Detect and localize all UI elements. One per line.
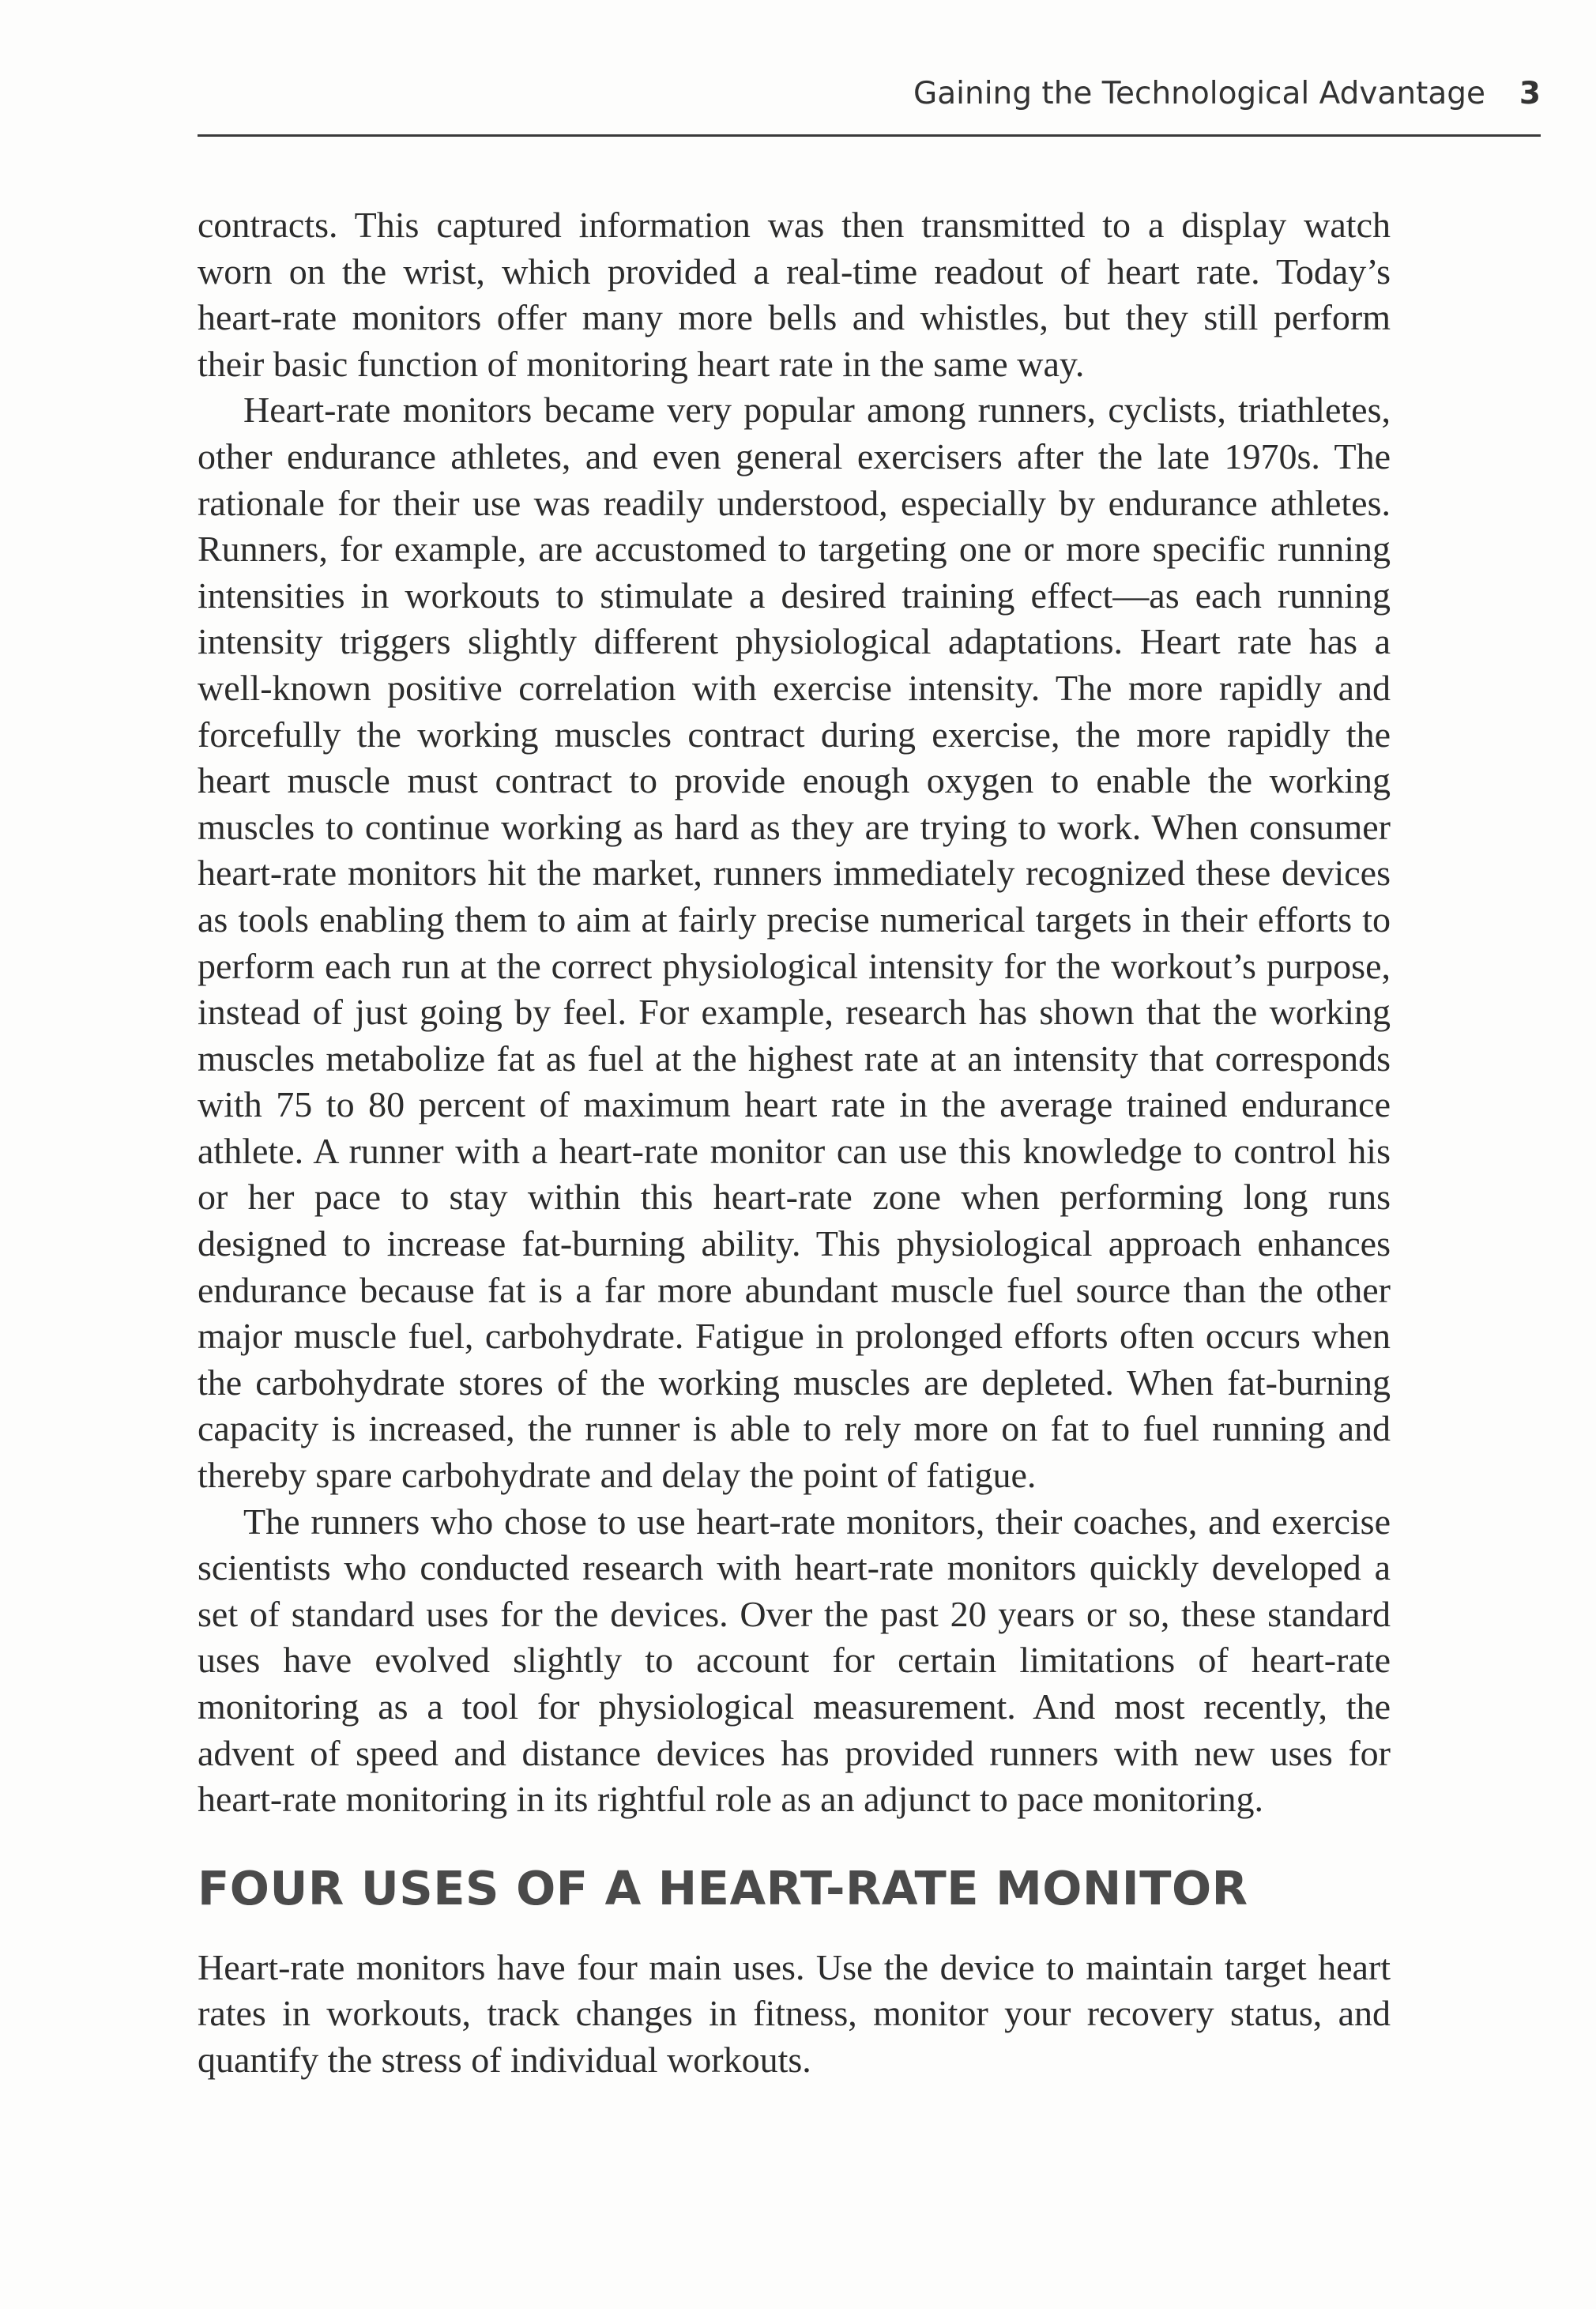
paragraph-four-uses: Heart-rate monitors have four main uses. Use the device to maintain target heart rates in workouts, track changes in fitness, monitor your recovery status, and quantify the stress of individual workouts.	[198, 1946, 1391, 2080]
paragraph-popularity: Heart-rate monitors became very popular among runners, cyclists, triathletes, other endurance athletes, and even general exercisers after the late 1970s. The rationale for their use was readily understood, especially by endurance athletes. Runners, for example, are accustomed to targeting one or more specific running intensities in workouts to stimulate a desired training effect—as each running intensity triggers slightly different physiological adaptations. Heart rate has a well-known positive correlation with exercise intensity. The more rapidly and forcefully the working muscles contract during exercise, the more rapidly the heart muscle must contract to provide enough oxygen to enable the working muscles to continue working as hard as they are trying to work. When consumer heart-rate monitors hit the market, runners immediately recognized these devices as tools enabling them to aim at fairly precise numerical targets in their efforts to perform each run at the correct physiological intensity for the workout’s purpose, instead of just going by feel. For example, research has shown that the working muscles metabolize fat as fuel at the highest rate at an intensity that corresponds with 75 to 80 percent of maximum heart rate in the average trained endurance athlete. A runner with a heart-rate monitor can use this knowledge to control his or her pace to stay within this heart-rate zone when performing long runs designed to increase fat-burning ability. This physiological approach enhances endurance because fat is a far more abundant muscle fuel source than the other major muscle fuel, carbohydrate. Fatigue in prolonged efforts often occurs when the carbohydrate stores of the working muscles are depleted. When fat-burning capacity is increased, the runner is able to rely more on fat to fuel running and thereby spare carbohydrate and delay the point of fatigue.	[198, 390, 1391, 1496]
running-header	[198, 76, 1541, 137]
body-text	[198, 202, 1391, 2084]
paragraph-standard-uses: The runners who chose to use heart-rate monitors, their coaches, and exercise scientists who conducted research with heart-rate monitors quickly developed a set of standard uses for the devices. Over the past 20 years or so, these standard uses have evolved slightly to account for certain limitations of heart-rate monitoring as a tool for physiological measurement. And most recently, the advent of speed and distance devices has provided runners with new uses for heart-rate monitoring in its rightful role as an adjunct to pace monitoring.	[198, 1501, 1391, 1820]
paragraph-continuation: contracts. This captured information was then transmitted to a display watch worn on the wrist, which provided a real-time readout of heart rate. Today’s heart-rate monitors offer many more bells and whistles, but they still perform their basic function of monitoring heart rate in the same way.	[198, 205, 1391, 384]
section-heading: FOUR USES OF A HEART-RATE MONITOR	[198, 1860, 1248, 1915]
running-title: Gaining the Technological Advantage	[913, 76, 1485, 111]
page-number: 3	[1519, 76, 1541, 111]
